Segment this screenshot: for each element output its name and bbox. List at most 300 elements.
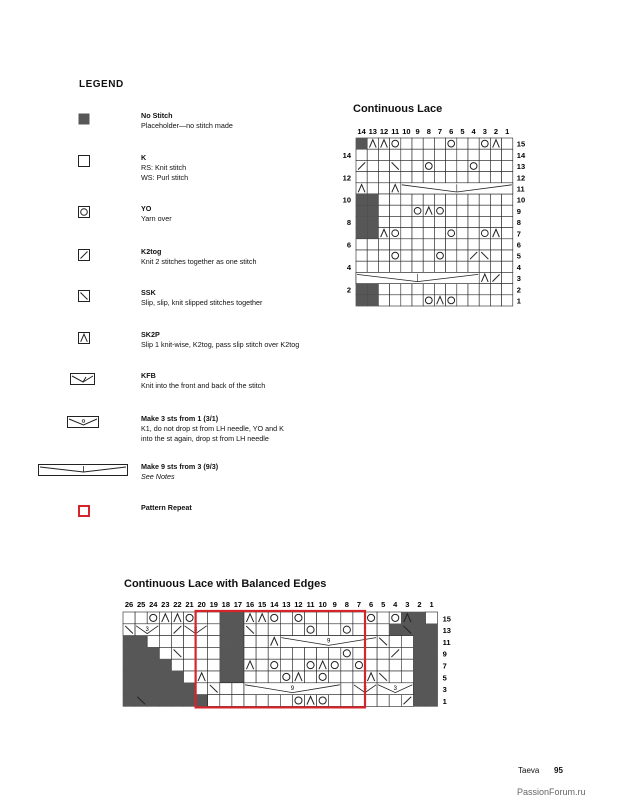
no-stitch-symbol bbox=[356, 284, 367, 295]
chart-cell bbox=[412, 250, 423, 261]
row-label: 6 bbox=[346, 240, 351, 250]
chart-cell bbox=[365, 624, 377, 636]
chart-cell bbox=[367, 261, 378, 272]
chart1-title: Continuous Lace bbox=[353, 103, 443, 115]
chart-cell bbox=[390, 138, 401, 149]
chart-cell bbox=[412, 138, 423, 149]
chart-cell bbox=[401, 216, 412, 227]
chart-cell bbox=[367, 250, 378, 261]
row-label: 8 bbox=[516, 218, 521, 228]
chart-cell bbox=[365, 659, 377, 671]
chart-cell bbox=[389, 612, 401, 624]
no-stitch-symbol bbox=[356, 216, 367, 227]
chart-cell bbox=[292, 647, 304, 659]
chart-cell bbox=[268, 612, 280, 624]
no-stitch-cell bbox=[232, 659, 244, 671]
chart-cell bbox=[378, 284, 389, 295]
chart-cell bbox=[434, 261, 445, 272]
chart-cell bbox=[196, 683, 208, 695]
chart-cell bbox=[208, 695, 220, 707]
chart-cell bbox=[446, 261, 457, 272]
chart-cell bbox=[147, 636, 159, 648]
no-stitch-cell bbox=[232, 612, 244, 624]
chart-cell bbox=[490, 239, 501, 250]
legend-desc-kfb: Knit into the front and back of the stitch bbox=[141, 381, 266, 390]
chart-cell bbox=[412, 295, 423, 306]
footer-page: 95 bbox=[554, 766, 563, 775]
no-stitch-cell bbox=[220, 636, 232, 648]
col-label: 7 bbox=[437, 127, 443, 136]
chart-cell bbox=[220, 695, 232, 707]
row-label: 11 bbox=[516, 184, 525, 194]
chart-cell bbox=[479, 228, 490, 239]
chart-cell bbox=[412, 261, 423, 272]
chart-cell bbox=[159, 636, 171, 648]
chart-cell bbox=[490, 172, 501, 183]
chart-cell bbox=[390, 261, 401, 272]
row-label: 10 bbox=[516, 195, 526, 205]
chart-cell bbox=[208, 624, 220, 636]
chart-cell bbox=[329, 612, 341, 624]
chart-cell bbox=[457, 138, 468, 149]
chart-cell bbox=[135, 612, 147, 624]
chart2-title: Continuous Lace with Balanced Edges bbox=[124, 578, 327, 590]
row-label: 9 bbox=[442, 649, 447, 659]
chart-cell bbox=[390, 295, 401, 306]
no-stitch-cell bbox=[123, 636, 135, 648]
chart-cell bbox=[401, 636, 413, 648]
chart-cell bbox=[317, 647, 329, 659]
chart-cell bbox=[401, 172, 412, 183]
col-label: 12 bbox=[379, 127, 389, 136]
chart-cell bbox=[329, 695, 341, 707]
chart-cell bbox=[502, 194, 513, 205]
chart-cell bbox=[378, 149, 389, 160]
chart-cell bbox=[401, 160, 412, 171]
no-stitch-cell bbox=[184, 683, 196, 695]
col-label: 8 bbox=[426, 127, 431, 136]
no-stitch-cell bbox=[426, 659, 438, 671]
chart-cell bbox=[256, 671, 268, 683]
legend-desc-k2tog: Knit 2 stitches together as one stitch bbox=[141, 257, 257, 266]
no-stitch-symbol bbox=[367, 295, 378, 306]
no-stitch-cell bbox=[159, 659, 171, 671]
col-label: 11 bbox=[391, 127, 400, 136]
no-stitch-cell bbox=[135, 659, 147, 671]
no-stitch-cell bbox=[135, 683, 147, 695]
row-label: 8 bbox=[346, 218, 351, 228]
chart-cell bbox=[479, 205, 490, 216]
no-stitch-cell bbox=[171, 683, 183, 695]
no-stitch-cell bbox=[123, 671, 135, 683]
chart-cell bbox=[123, 612, 135, 624]
chart-cell bbox=[412, 149, 423, 160]
no-stitch-symbol bbox=[356, 205, 367, 216]
legend-name-m3: Make 3 sts from 1 (3/1) bbox=[141, 414, 219, 423]
chart-cell bbox=[159, 624, 171, 636]
chart-cell bbox=[390, 284, 401, 295]
chart-cell bbox=[256, 647, 268, 659]
chart-cell bbox=[280, 695, 292, 707]
no-stitch-cell bbox=[135, 636, 147, 648]
chart-cell bbox=[423, 261, 434, 272]
row-label: 15 bbox=[516, 139, 526, 149]
col-label: 11 bbox=[306, 600, 315, 609]
chart-cell bbox=[356, 149, 367, 160]
chart-cell bbox=[390, 228, 401, 239]
col-label: 16 bbox=[245, 600, 255, 609]
chart-cell bbox=[244, 695, 256, 707]
chart-cell bbox=[468, 228, 479, 239]
col-label: 2 bbox=[493, 127, 499, 136]
no-stitch-cell bbox=[171, 695, 183, 707]
chart-cell bbox=[412, 194, 423, 205]
chart-cell bbox=[468, 239, 479, 250]
col-label: 10 bbox=[402, 127, 411, 136]
row-label: 5 bbox=[442, 673, 447, 683]
col-label: 14 bbox=[270, 600, 279, 609]
chart-cell bbox=[479, 284, 490, 295]
chart-cell bbox=[479, 295, 490, 306]
chart-cell bbox=[196, 659, 208, 671]
chart-cell bbox=[423, 228, 434, 239]
chart-cell bbox=[292, 659, 304, 671]
footer-book: Taeva bbox=[518, 766, 540, 775]
chart-cell bbox=[365, 695, 377, 707]
row-label: 10 bbox=[342, 195, 351, 205]
chart-cell bbox=[367, 239, 378, 250]
chart-cell bbox=[329, 624, 341, 636]
col-label: 6 bbox=[449, 127, 454, 136]
chart-cell bbox=[317, 671, 329, 683]
chart-cell bbox=[353, 671, 365, 683]
chart-cell bbox=[401, 250, 412, 261]
chart-cell bbox=[502, 205, 513, 216]
chart-cell bbox=[468, 205, 479, 216]
chart-cell bbox=[401, 228, 412, 239]
no-stitch-symbol bbox=[356, 295, 367, 306]
col-label: 21 bbox=[185, 600, 194, 609]
col-label: 4 bbox=[393, 600, 398, 609]
row-label: 14 bbox=[342, 150, 351, 160]
col-label: 22 bbox=[173, 600, 182, 609]
chart-cell bbox=[468, 216, 479, 227]
chart-cell bbox=[329, 647, 341, 659]
chart-cell bbox=[434, 250, 445, 261]
no-stitch-cell bbox=[413, 624, 425, 636]
legend-symbol-sk2p bbox=[78, 332, 93, 347]
chart-cell bbox=[446, 216, 457, 227]
no-stitch-cell bbox=[159, 695, 171, 707]
chart-cell bbox=[390, 149, 401, 160]
chart-cell bbox=[401, 194, 412, 205]
chart-cell bbox=[423, 239, 434, 250]
chart-cell bbox=[389, 636, 401, 648]
chart-cell bbox=[317, 612, 329, 624]
chart-cell bbox=[434, 138, 445, 149]
chart-cell bbox=[401, 659, 413, 671]
chart-cell bbox=[479, 160, 490, 171]
no-stitch-symbol bbox=[367, 194, 378, 205]
chart-cell bbox=[457, 284, 468, 295]
chart-cell bbox=[280, 624, 292, 636]
col-label: 13 bbox=[368, 127, 377, 136]
row-label: 1 bbox=[516, 296, 521, 306]
col-label: 3 bbox=[405, 600, 410, 609]
chart-cell bbox=[446, 228, 457, 239]
legend-desc-m9: See Notes bbox=[141, 472, 175, 481]
chart-cell bbox=[208, 671, 220, 683]
chart-cell bbox=[329, 671, 341, 683]
no-stitch-cell bbox=[220, 647, 232, 659]
chart-cell bbox=[377, 647, 389, 659]
chart-cell bbox=[367, 172, 378, 183]
legend-name-yo: YO bbox=[141, 204, 152, 213]
chart-cell bbox=[468, 160, 479, 171]
chart-cell bbox=[490, 295, 501, 306]
chart-cell bbox=[412, 239, 423, 250]
chart-cell bbox=[401, 284, 412, 295]
chart-cell bbox=[423, 172, 434, 183]
no-stitch-cell bbox=[413, 612, 425, 624]
chart-cell bbox=[367, 149, 378, 160]
col-label: 24 bbox=[149, 600, 158, 609]
chart-cell bbox=[502, 149, 513, 160]
legend-symbol-repeat bbox=[78, 505, 93, 520]
make3-symbol-label: 3 bbox=[145, 626, 149, 633]
chart-cell bbox=[457, 205, 468, 216]
chart-cell bbox=[457, 149, 468, 160]
chart-cell bbox=[423, 250, 434, 261]
chart-cell bbox=[389, 659, 401, 671]
no-stitch-cell bbox=[159, 671, 171, 683]
chart-cell bbox=[341, 659, 353, 671]
no-stitch-cell bbox=[389, 624, 401, 636]
chart-cell bbox=[401, 138, 412, 149]
no-stitch-symbol bbox=[367, 228, 378, 239]
chart-continuous-lace bbox=[320, 120, 580, 315]
col-label: 8 bbox=[344, 600, 349, 609]
chart-cell bbox=[490, 205, 501, 216]
legend-symbol-m3 bbox=[67, 416, 102, 431]
chart-cell bbox=[208, 647, 220, 659]
chart-cell bbox=[446, 250, 457, 261]
chart-cell bbox=[356, 261, 367, 272]
chart-cell bbox=[390, 172, 401, 183]
chart-cell bbox=[268, 695, 280, 707]
chart-cell bbox=[434, 284, 445, 295]
row-label: 15 bbox=[442, 614, 451, 624]
row-label: 13 bbox=[516, 162, 526, 172]
row-label: 7 bbox=[516, 229, 521, 239]
col-label: 1 bbox=[505, 127, 510, 136]
chart-cell bbox=[457, 172, 468, 183]
no-stitch-cell bbox=[426, 695, 438, 707]
chart-cell bbox=[423, 284, 434, 295]
no-stitch-symbol bbox=[356, 228, 367, 239]
chart-cell bbox=[401, 671, 413, 683]
chart-cell bbox=[446, 205, 457, 216]
chart-cell bbox=[479, 172, 490, 183]
chart-cell bbox=[457, 160, 468, 171]
no-stitch-cell bbox=[426, 636, 438, 648]
chart-cell bbox=[502, 284, 513, 295]
legend-symbol-k bbox=[78, 155, 93, 170]
chart-cell bbox=[256, 624, 268, 636]
row-label: 2 bbox=[346, 285, 351, 295]
chart-cell bbox=[305, 659, 317, 671]
chart-cell bbox=[196, 636, 208, 648]
chart-cell bbox=[457, 194, 468, 205]
chart-cell bbox=[356, 172, 367, 183]
chart-cell bbox=[426, 612, 438, 624]
chart-cell bbox=[317, 624, 329, 636]
chart-cell bbox=[434, 172, 445, 183]
chart-cell bbox=[147, 612, 159, 624]
chart-cell bbox=[378, 205, 389, 216]
chart-cell bbox=[490, 250, 501, 261]
no-stitch-cell bbox=[196, 695, 208, 707]
no-stitch-cell bbox=[159, 683, 171, 695]
chart-cell bbox=[208, 612, 220, 624]
chart-cell bbox=[401, 647, 413, 659]
chart-cell bbox=[468, 138, 479, 149]
chart-cell bbox=[401, 295, 412, 306]
legend-name-no-stitch: No Stitch bbox=[141, 111, 173, 120]
chart-cell bbox=[412, 160, 423, 171]
chart-cell bbox=[365, 647, 377, 659]
chart-cell bbox=[244, 671, 256, 683]
chart-cell bbox=[378, 216, 389, 227]
no-stitch-cell bbox=[123, 683, 135, 695]
row-label: 9 bbox=[516, 206, 521, 216]
chart-cell bbox=[446, 295, 457, 306]
chart-cell bbox=[468, 172, 479, 183]
col-label: 19 bbox=[209, 600, 218, 609]
chart-cell bbox=[401, 149, 412, 160]
chart-cell bbox=[292, 612, 304, 624]
no-stitch-cell bbox=[413, 683, 425, 695]
legend-symbol-ssk bbox=[78, 290, 93, 305]
legend-symbol-kfb bbox=[70, 373, 98, 388]
chart-cell bbox=[434, 160, 445, 171]
chart-cell bbox=[390, 250, 401, 261]
chart-cell bbox=[184, 612, 196, 624]
chart-cell bbox=[490, 261, 501, 272]
chart-cell bbox=[412, 228, 423, 239]
chart-cell bbox=[305, 671, 317, 683]
chart-cell bbox=[412, 216, 423, 227]
chart-cell bbox=[423, 138, 434, 149]
chart-cell bbox=[353, 624, 365, 636]
chart-balanced-edges bbox=[110, 595, 510, 710]
chart-cell bbox=[490, 149, 501, 160]
no-stitch-cell bbox=[123, 695, 135, 707]
chart-cell bbox=[378, 261, 389, 272]
chart-cell bbox=[353, 659, 365, 671]
chart-cell bbox=[468, 149, 479, 160]
chart-cell bbox=[423, 194, 434, 205]
chart-cell bbox=[378, 172, 389, 183]
legend-name-m9: Make 9 sts from 3 (9/3) bbox=[141, 462, 219, 471]
chart-cell bbox=[490, 160, 501, 171]
chart-cell bbox=[457, 228, 468, 239]
no-stitch-cell bbox=[232, 636, 244, 648]
chart-cell bbox=[502, 138, 513, 149]
chart-cell bbox=[341, 647, 353, 659]
chart-cell bbox=[378, 160, 389, 171]
chart-cell bbox=[434, 194, 445, 205]
no-stitch-symbol bbox=[367, 216, 378, 227]
chart-cell bbox=[479, 194, 490, 205]
no-stitch-cell bbox=[147, 659, 159, 671]
chart-cell bbox=[268, 647, 280, 659]
legend-name-k2tog: K2tog bbox=[141, 247, 162, 256]
chart-cell bbox=[305, 612, 317, 624]
chart-cell bbox=[502, 272, 513, 283]
chart-cell bbox=[502, 160, 513, 171]
chart-cell bbox=[341, 671, 353, 683]
no-stitch-cell bbox=[426, 683, 438, 695]
col-label: 2 bbox=[417, 600, 422, 609]
legend-name-sk2p: SK2P bbox=[141, 330, 160, 339]
chart-cell bbox=[502, 216, 513, 227]
chart-cell bbox=[184, 659, 196, 671]
chart-cell bbox=[280, 671, 292, 683]
chart-cell bbox=[378, 194, 389, 205]
no-stitch-cell bbox=[220, 659, 232, 671]
make3-symbol-label: 3 bbox=[363, 685, 367, 692]
chart-cell bbox=[446, 284, 457, 295]
chart-cell bbox=[377, 612, 389, 624]
chart-cell bbox=[377, 624, 389, 636]
chart-cell bbox=[208, 659, 220, 671]
chart-cell bbox=[171, 636, 183, 648]
row-label: 3 bbox=[516, 274, 521, 284]
no-stitch-cell bbox=[171, 671, 183, 683]
chart-cell bbox=[479, 149, 490, 160]
chart-cell bbox=[341, 612, 353, 624]
watermark: PassionForum.ru bbox=[517, 787, 586, 797]
no-stitch-cell bbox=[147, 671, 159, 683]
legend-symbol-k2tog bbox=[78, 249, 93, 264]
col-label: 10 bbox=[318, 600, 327, 609]
chart-cell bbox=[468, 261, 479, 272]
legend-symbol-yo bbox=[78, 206, 93, 221]
col-label: 17 bbox=[233, 600, 243, 609]
chart-cell bbox=[280, 612, 292, 624]
chart-cell bbox=[292, 695, 304, 707]
chart-cell bbox=[479, 239, 490, 250]
chart-cell bbox=[159, 647, 171, 659]
chart-cell bbox=[434, 205, 445, 216]
chart-cell bbox=[446, 138, 457, 149]
chart-cell bbox=[184, 671, 196, 683]
chart-cell bbox=[457, 250, 468, 261]
no-stitch-symbol bbox=[367, 284, 378, 295]
chart-cell bbox=[479, 138, 490, 149]
chart-cell bbox=[434, 239, 445, 250]
chart-cell bbox=[502, 172, 513, 183]
no-stitch-cell bbox=[232, 624, 244, 636]
chart-cell bbox=[412, 172, 423, 183]
row-label: 12 bbox=[342, 173, 351, 183]
chart-cell bbox=[184, 647, 196, 659]
col-label: 12 bbox=[294, 600, 303, 609]
legend-desc-m3: K1, do not drop st from LH needle, YO and K into the st again, drop st from LH needle bbox=[141, 424, 284, 443]
no-stitch-cell bbox=[413, 671, 425, 683]
chart-cell bbox=[196, 612, 208, 624]
